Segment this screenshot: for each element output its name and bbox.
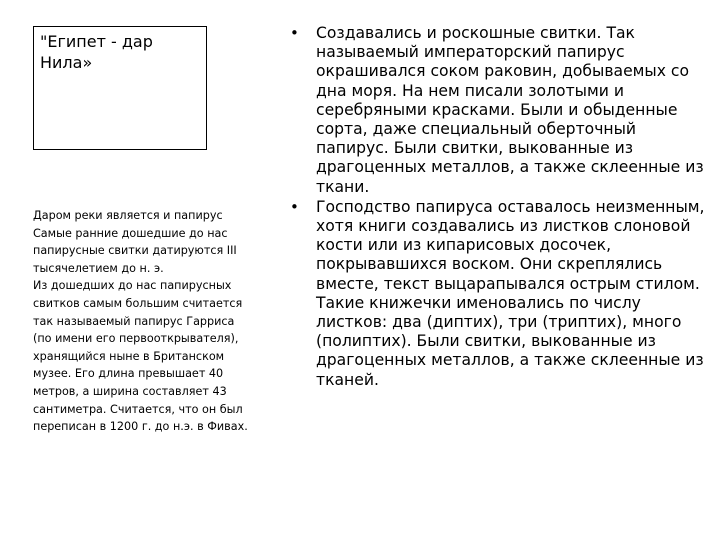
left-body-text: Даром реки является и папирус Самые ранние дошедшие до нас папирусные свитки датируются III тысячелетием до н. э. Из дошедших до нас папирусных свитков самым большим считается так называемый папирус Гарриса (по имени его первооткрывателя), хранящийся ныне в Британском музее. Его длина превышает 40 метров, а ширина составляет 43 сантиметра. Считается, что он был переписан в 1200 г. до н.э. в Фивах.	[33, 209, 248, 434]
bullet-list	[288, 24, 708, 391]
bullet-item	[288, 198, 708, 390]
title-box	[33, 26, 207, 150]
bullet-text: Господство папируса оставалось неизменным, хотя книги создавались из листков слоновой кости или из кипарисовых досочек, покрывавшихся воском. Они скреплялись вместе, текст выцарапывался острым стилом. Такие книжечки именовались по числу листков: два (диптих), три (триптих), много (полиптих). Были свитки, выкованные из драгоценных металлов, а также склеенные из тканей.	[316, 197, 705, 389]
bullet-text: Создавались и роскошные свитки. Так называемый императорский папирус окрашивался соком раковин, добываемых со дна моря. На нем писали золотыми и серебряными красками. Были и обыденные сорта, даже специальный оберточный папирус. Были свитки, выкованные из драгоценных металлов, а также склеенные из ткани.	[316, 24, 704, 196]
bullet-icon: •	[290, 197, 299, 216]
slide-title: "Египет - дар Нила»	[40, 32, 153, 72]
bullet-item	[288, 24, 708, 197]
bullet-icon: •	[290, 24, 299, 42]
